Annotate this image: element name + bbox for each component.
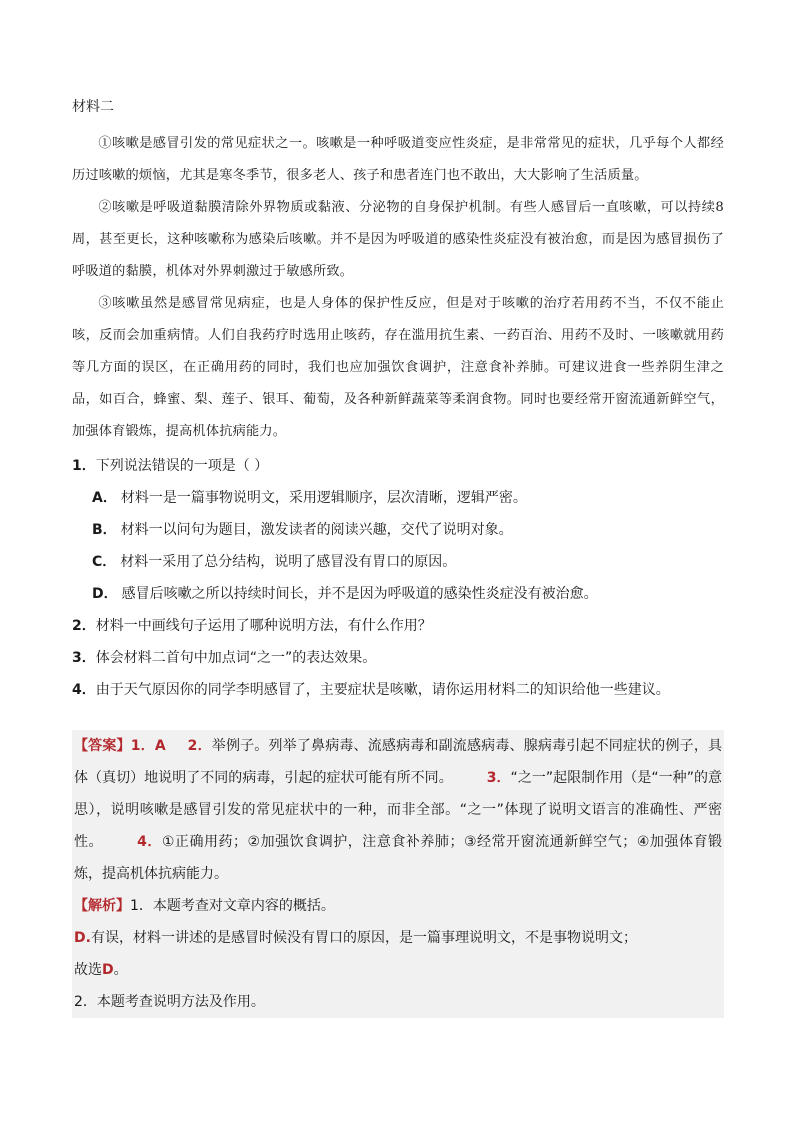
option-c — [92, 546, 724, 578]
option-text: 材料一是一篇事物说明文，采用逻辑顺序，层次清晰，逻辑严密。 — [120, 490, 527, 506]
option-label: D． — [92, 586, 118, 602]
material-paragraph-1: ①咳嗽是感冒引发的常见症状之一。咳嗽是一种呼吸道变应性炎症，是非常常见的症状，几乎每个人都经历过咳嗽的烦恼，尤其是寒冬季节，很多老人、孩子和患者连门也不敢出，大大影响了生活质量。 — [72, 136, 724, 183]
option-label: C． — [92, 554, 117, 570]
answer-4-text: ①正确用药；②加强饮食调护，注意食补养肺；③经常开窗流通新鲜空气；④加强体育锻炼，提高机体抗病能力。 — [74, 834, 723, 882]
answer-2-text: 举例子。列举了鼻病毒、流感病毒和副流感病毒、腺病毒引起不同症状的例子，具体（真切）地说明了不同的病毒，引起的症状可能有所不同。 — [74, 738, 723, 786]
question-text: 材料一中画线句子运用了哪种说明方法，有什么作用？ — [95, 618, 432, 634]
material-paragraph-3: ③咳嗽虽然是感冒常见病症，也是人身体的保护性反应，但是对于咳嗽的治疗若用药不当，不仅不能止咳，反而会加重病情。人们自我药疗时选用止咳药，存在滥用抗生素、一药百治、用药不及时、一咳嗽就用药等几方面的误区，在正确用药的同时，我们也应加强饮食调护，注意食补养肺。可建议进食一些养阴生津之品，如百合，蜂蜜、梨、莲子、银耳、葡萄，及各种新鲜蔬菜等柔润食物。同时也要经常开窗流通新鲜空气，加强体育锻炼，提高机体抗病能力。 — [72, 296, 724, 439]
question-text: 体会材料二首句中加点词“之一”的表达效果。 — [95, 650, 377, 666]
question-text: 下列说法错误的一项是（ ） — [95, 458, 269, 474]
option-a — [92, 482, 724, 514]
analysis-tag: 【解析】 — [74, 898, 130, 914]
analysis-text: 故选 — [74, 962, 102, 978]
question-number: 1． — [72, 458, 96, 474]
analysis-option-lead: D. — [74, 930, 91, 946]
option-text: 感冒后咳嗽之所以持续时间长，并不是因为呼吸道的感染性炎症没有被治愈。 — [121, 586, 598, 602]
answer-1: 1．A — [130, 738, 166, 754]
question-2 — [72, 610, 724, 642]
analysis-choice: D — [102, 962, 114, 978]
answer-paragraph — [72, 730, 724, 890]
analysis-line-2 — [72, 922, 724, 954]
answer-3-text: “之一”起限制作用（是“一种”的意思），说明咳嗽是感冒引发的常见症状中的一种，而非全部。“之一”体现了说明文语言的准确性、严密性。 — [74, 770, 722, 850]
answer-3-number: 3． — [486, 770, 511, 786]
answer-4-number: 4． — [137, 834, 162, 850]
question-list — [72, 450, 724, 706]
question-4 — [72, 674, 724, 706]
question-number: 4． — [72, 682, 96, 698]
question-text: 由于天气原因你的同学李明感冒了，主要症状是咳嗽，请你运用材料二的知识给他一些建议。 — [95, 682, 670, 698]
material-paragraph-2: ②咳嗽是呼吸道黏膜清除外界物质或黏液、分泌物的自身保护机制。有些人感冒后一直咳嗽，可以持续8周，甚至更长，这种咳嗽称为感染后咳嗽。并不是因为呼吸道的感染性炎症没有被治愈，而是因为感冒损伤了呼吸道的黏膜，机体对外界刺激过于敏感所致。 — [72, 200, 724, 279]
option-text: 材料一采用了总分结构，说明了感冒没有胃口的原因。 — [120, 554, 457, 570]
analysis-text: 2．本题考查说明方法及作用。 — [74, 994, 265, 1010]
material-heading: 材料二 — [72, 99, 114, 115]
analysis-line-3 — [72, 954, 724, 986]
question-number: 2． — [72, 618, 96, 634]
document-page — [72, 96, 724, 706]
analysis-text: 1．本题考查对文章内容的概括。 — [130, 898, 335, 914]
question-number: 3． — [72, 650, 96, 666]
answer-tag: 【答案】 — [74, 738, 131, 754]
analysis-line-4 — [72, 986, 724, 1018]
analysis-line-1 — [72, 890, 724, 922]
option-text: 材料一以问句为题目，激发读者的阅读兴趣，交代了说明对象。 — [120, 522, 513, 538]
option-label: B． — [92, 522, 117, 538]
analysis-text-end: 。 — [113, 962, 128, 978]
option-d — [92, 578, 724, 610]
option-label: A． — [92, 490, 117, 506]
answer-2-number: 2． — [187, 738, 212, 754]
question-1 — [72, 450, 724, 482]
analysis-text: 有误，材料一讲述的是感冒时候没有胃口的原因，是一篇事理说明文，不是事物说明文； — [90, 930, 637, 946]
answer-box — [72, 730, 724, 1018]
option-b — [92, 514, 724, 546]
question-3 — [72, 642, 724, 674]
